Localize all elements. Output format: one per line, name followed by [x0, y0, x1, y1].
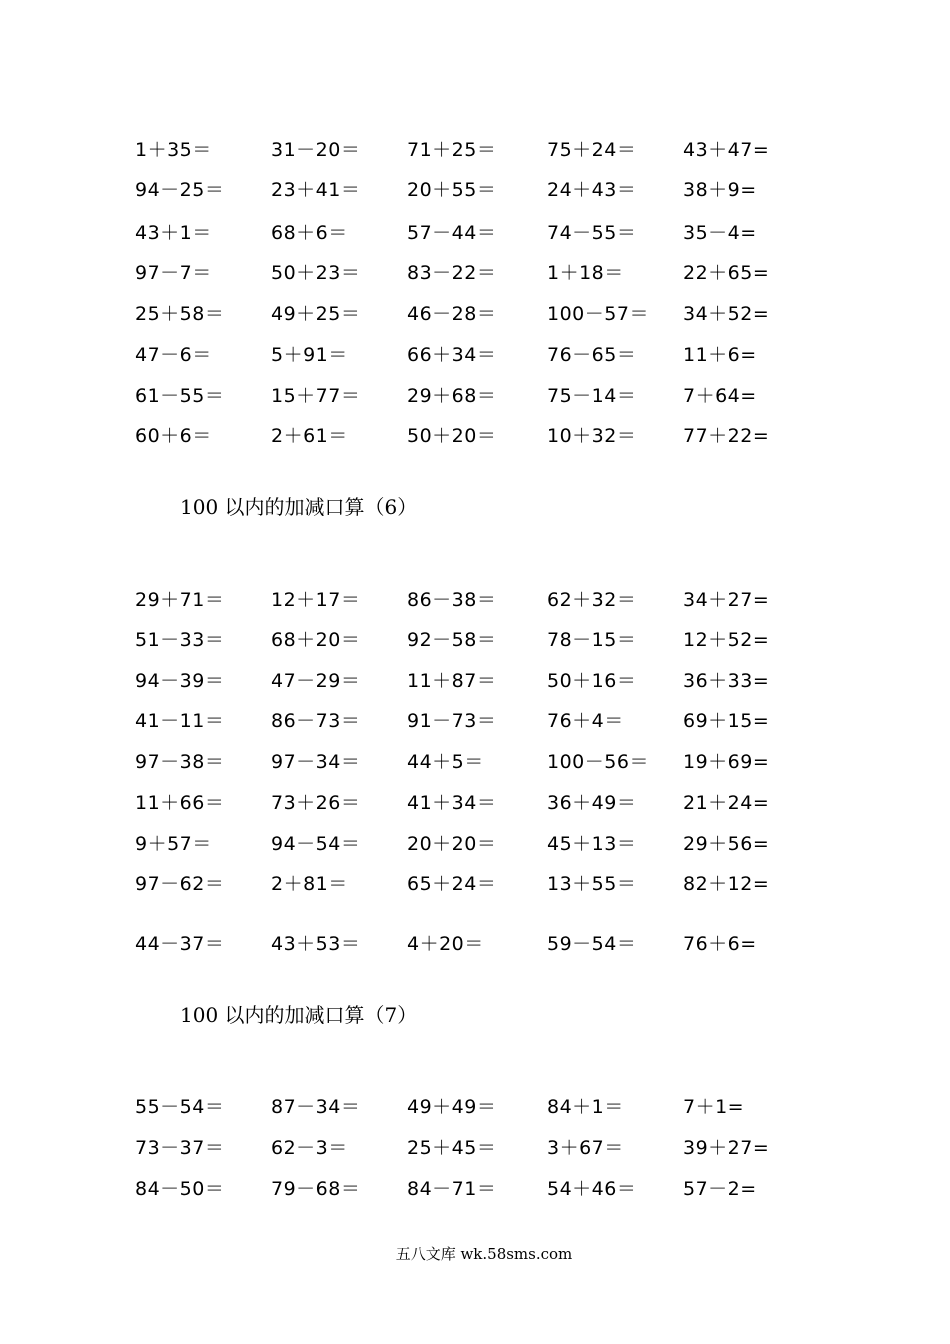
problem: 68＋20＝ [271, 629, 361, 651]
problem: 1＋35＝ [135, 139, 212, 161]
problem: 39＋27= [683, 1137, 770, 1159]
problem: 75＋24＝ [547, 139, 637, 161]
problem-row [0, 258, 950, 288]
problem: 77＋22= [683, 425, 770, 447]
problem: 50＋16＝ [547, 670, 637, 692]
problem: 79－68＝ [271, 1178, 361, 1200]
problem: 2＋61＝ [271, 425, 348, 447]
problem: 29＋68＝ [407, 385, 497, 407]
problem: 20＋20＝ [407, 833, 497, 855]
problem: 43＋53＝ [271, 933, 361, 955]
problem: 73＋26＝ [271, 792, 361, 814]
problem: 34＋52= [683, 303, 770, 325]
problem: 11＋66＝ [135, 792, 225, 814]
problem: 20＋55＝ [407, 179, 497, 201]
problem: 43＋1＝ [135, 222, 212, 244]
problem: 83－22＝ [407, 262, 497, 284]
problem-row [0, 175, 950, 205]
problem: 59－54＝ [547, 933, 637, 955]
problem: 97－38＝ [135, 751, 225, 773]
problem-row [0, 421, 950, 451]
problem: 44＋5＝ [407, 751, 484, 773]
problem: 86－38＝ [407, 589, 497, 611]
problem: 5＋91＝ [271, 344, 348, 366]
problem: 76－65＝ [547, 344, 637, 366]
problem: 21＋24= [683, 792, 770, 814]
problem: 35－4= [683, 222, 757, 244]
problem-row [0, 788, 950, 818]
problem: 51－33＝ [135, 629, 225, 651]
problem: 44－37＝ [135, 933, 225, 955]
problem-row [0, 381, 950, 411]
problem-row [0, 1133, 950, 1163]
section-heading-6: 100 以内的加减口算（6） [180, 495, 418, 519]
problem: 47－6＝ [135, 344, 212, 366]
problem-row [0, 666, 950, 696]
problem: 71＋25＝ [407, 139, 497, 161]
problem: 60＋6＝ [135, 425, 212, 447]
problem: 76＋4＝ [547, 710, 624, 732]
problem-row [0, 135, 950, 165]
problem-row [0, 829, 950, 859]
problem-row [0, 1092, 950, 1122]
problem: 92－58＝ [407, 629, 497, 651]
problem: 94－54＝ [271, 833, 361, 855]
problem: 74－55＝ [547, 222, 637, 244]
problem: 78－15＝ [547, 629, 637, 651]
problem: 84－50＝ [135, 1178, 225, 1200]
problem-row [0, 299, 950, 329]
problem: 47－29＝ [271, 670, 361, 692]
problem: 94－39＝ [135, 670, 225, 692]
footer-watermark: 五八文库 wk.58sms.com [395, 1245, 573, 1263]
problem: 49＋25＝ [271, 303, 361, 325]
problem: 68＋6＝ [271, 222, 348, 244]
problem: 94－25＝ [135, 179, 225, 201]
problem: 87－34＝ [271, 1096, 361, 1118]
problem: 97－7＝ [135, 262, 212, 284]
problem: 13＋55＝ [547, 873, 637, 895]
problem: 41＋34＝ [407, 792, 497, 814]
problem: 29＋56= [683, 833, 770, 855]
problem: 9＋57＝ [135, 833, 212, 855]
problem: 62－3＝ [271, 1137, 348, 1159]
problem: 54＋46＝ [547, 1178, 637, 1200]
problem-row [0, 869, 950, 899]
problem: 73－37＝ [135, 1137, 225, 1159]
problem-row [0, 585, 950, 615]
problem: 66＋34＝ [407, 344, 497, 366]
problem: 34＋27= [683, 589, 770, 611]
problem: 11＋87＝ [407, 670, 497, 692]
problem: 25＋45＝ [407, 1137, 497, 1159]
problem: 36＋33= [683, 670, 770, 692]
problem: 82＋12= [683, 873, 770, 895]
problem: 22＋65= [683, 262, 770, 284]
problem: 65＋24＝ [407, 873, 497, 895]
problem: 7＋1= [683, 1096, 745, 1118]
problem: 76＋6= [683, 933, 757, 955]
problem: 29＋71＝ [135, 589, 225, 611]
problem: 15＋77＝ [271, 385, 361, 407]
problem: 57－2= [683, 1178, 757, 1200]
problem: 43＋47= [683, 139, 770, 161]
problem: 84＋1＝ [547, 1096, 624, 1118]
problem: 36＋49＝ [547, 792, 637, 814]
problem: 46－28＝ [407, 303, 497, 325]
problem: 10＋32＝ [547, 425, 637, 447]
problem: 55－54＝ [135, 1096, 225, 1118]
problem: 12＋52= [683, 629, 770, 651]
problem: 69＋15= [683, 710, 770, 732]
problem-row [0, 1174, 950, 1204]
problem: 11＋6= [683, 344, 757, 366]
problem: 50＋20＝ [407, 425, 497, 447]
problem: 49＋49＝ [407, 1096, 497, 1118]
problem: 86－73＝ [271, 710, 361, 732]
problem: 7＋64= [683, 385, 757, 407]
problem: 45＋13＝ [547, 833, 637, 855]
problem: 12＋17＝ [271, 589, 361, 611]
problem: 84－71＝ [407, 1178, 497, 1200]
problem-row [0, 340, 950, 370]
problem: 25＋58＝ [135, 303, 225, 325]
problem: 57－44＝ [407, 222, 497, 244]
problem: 61－55＝ [135, 385, 225, 407]
problem: 1＋18＝ [547, 262, 624, 284]
problem: 97－34＝ [271, 751, 361, 773]
problem: 62＋32＝ [547, 589, 637, 611]
problem-row [0, 929, 950, 959]
problem-row [0, 625, 950, 655]
problem: 50＋23＝ [271, 262, 361, 284]
problem: 75－14＝ [547, 385, 637, 407]
problem: 38＋9= [683, 179, 757, 201]
problem: 97－62＝ [135, 873, 225, 895]
problem: 91－73＝ [407, 710, 497, 732]
problem-row [0, 706, 950, 736]
problem: 100－57＝ [547, 303, 649, 325]
problem: 4＋20＝ [407, 933, 484, 955]
problem: 24＋43＝ [547, 179, 637, 201]
problem: 100－56＝ [547, 751, 649, 773]
problem-row [0, 747, 950, 777]
problem: 3＋67＝ [547, 1137, 624, 1159]
problem: 23＋41＝ [271, 179, 361, 201]
problem: 31－20＝ [271, 139, 361, 161]
problem-row [0, 218, 950, 248]
problem: 19＋69= [683, 751, 770, 773]
problem: 41－11＝ [135, 710, 225, 732]
section-heading-7: 100 以内的加减口算（7） [180, 1003, 418, 1027]
problem: 2＋81＝ [271, 873, 348, 895]
